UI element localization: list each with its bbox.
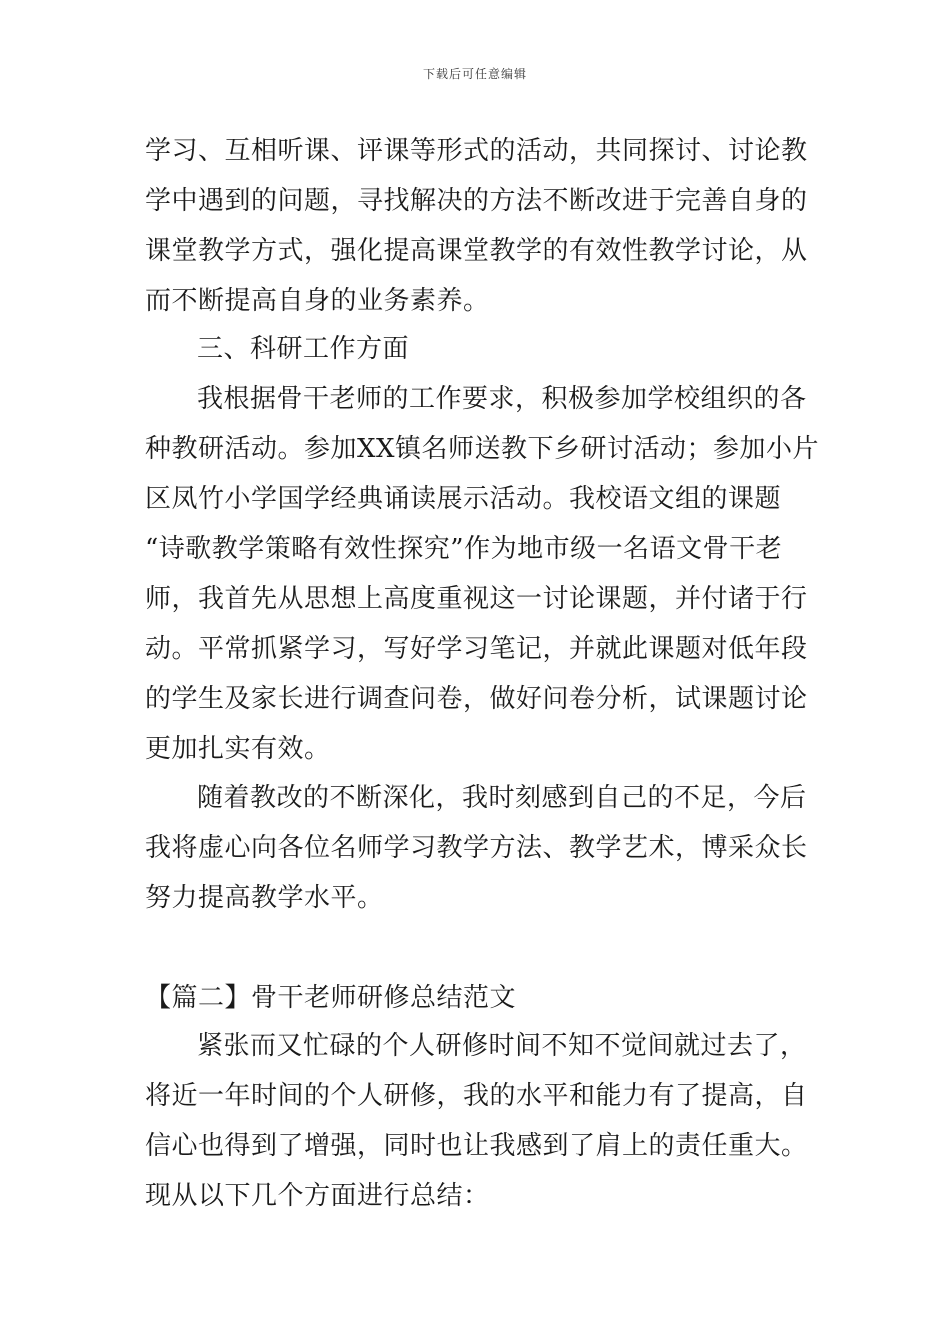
- text-line: 随着教改的不断深化，我时刻感到自己的不足，今后: [197, 783, 807, 813]
- section-heading-text: 三、科研工作方面: [197, 334, 410, 364]
- text-line: 动。平常抓紧学习，写好学习笔记，并就此课题对低年段: [145, 634, 808, 664]
- paragraph-research-work: [145, 374, 820, 774]
- text-line: 努力提高教学水平。: [145, 883, 384, 913]
- text-line: 课堂教学方式，强化提高课堂教学的有效性教学讨论，从: [145, 236, 808, 266]
- header-note: 下载后可任意编辑: [422, 67, 527, 81]
- text-line: 我将虚心向各位名师学习教学方法、教学艺术，博采众长: [145, 833, 808, 863]
- text-line: 的学生及家长进行调查问卷，做好问卷分析，试课题讨论: [145, 684, 808, 714]
- paragraph-continuation: [145, 126, 810, 326]
- text-line: 紧张而又忙碌的个人研修时间不知不觉间就过去了，: [197, 1031, 807, 1061]
- text-line: 师，我首先从思想上高度重视这一讨论课题，并付诸于行: [145, 584, 808, 614]
- paragraph-conclusion: [145, 773, 810, 923]
- article-title: [145, 973, 810, 1023]
- article-title-text: 【篇二】骨干老师研修总结范文: [145, 983, 517, 1013]
- section-heading: [145, 324, 810, 374]
- text-line: 信心也得到了增强，同时也让我感到了肩上的责任重大。: [145, 1131, 808, 1161]
- text-line: 学中遇到的问题，寻找解决的方法不断改进于完善自身的: [145, 186, 808, 216]
- text-line: 将近一年时间的个人研修，我的水平和能力有了提高，自: [145, 1081, 808, 1111]
- text-line: 种教研活动。参加XX镇名师送教下乡研讨活动；参加小片: [145, 434, 820, 464]
- text-line: 而不断提高自身的业务素养。: [145, 286, 490, 316]
- text-line: 区凤竹小学国学经典诵读展示活动。我校语文组的课题: [145, 484, 782, 514]
- text-line: 我根据骨干老师的工作要求，积极参加学校组织的各: [197, 384, 807, 414]
- text-line: 学习、互相听课、评课等形式的活动，共同探讨、讨论教: [145, 136, 808, 166]
- paragraph-article-intro: [145, 1021, 810, 1221]
- text-line: “诗歌教学策略有效性探究”作为地市级一名语文骨干老: [145, 534, 783, 564]
- text-line: 现从以下几个方面进行总结：: [145, 1181, 490, 1211]
- text-line: 更加扎实有效。: [145, 734, 331, 764]
